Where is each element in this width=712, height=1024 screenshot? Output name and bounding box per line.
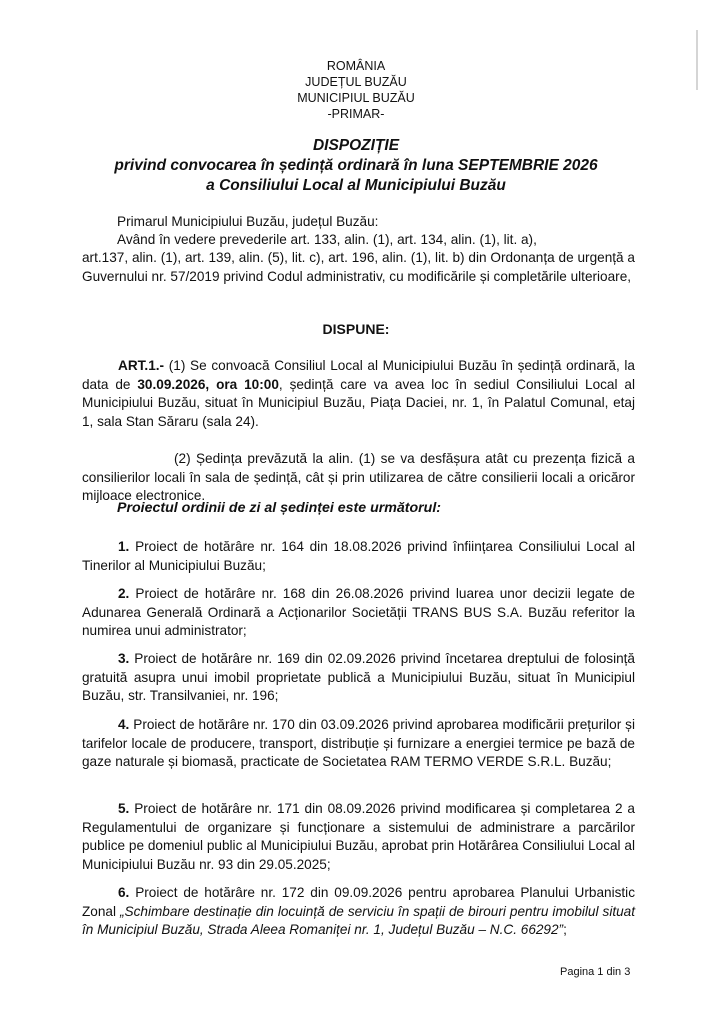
- agenda-item-number: 4.: [118, 717, 130, 732]
- agenda-item-tail: ;: [563, 922, 567, 937]
- dispune-heading: DISPUNE:: [322, 321, 390, 337]
- agenda-item-italic-title: „Schimbare destinație din locuință de serviciu în spații de birouri pentru imobilul situat în Municipiul Buzău, Strada Aleea Romaniței nr. 1, Județul Buzău – N.C. 66292”: [82, 903, 636, 937]
- intro-paragraph-2-start: Având în vedere prevederile art. 133, alin. (1), art. 134, alin. (1), lit. a),: [117, 232, 537, 247]
- agenda-item-number: 6.: [118, 885, 130, 900]
- agenda-item: [82, 716, 635, 772]
- intro-paragraph-1: Primarul Municipiului Buzău, județul Buzău:: [117, 214, 379, 229]
- agenda-item-text: Proiect de hotărâre nr. 164 din 18.08.2026 privind înființarea Consiliului Local al Tinerilor al Municipiului Buzău;: [82, 539, 635, 573]
- page-number: Pagina 1 din 3: [560, 966, 631, 978]
- agenda-item: [82, 538, 635, 575]
- article-1-paragraph-1: [82, 357, 635, 431]
- agenda-item-number: 3.: [118, 651, 130, 666]
- title-line-3: a Consiliului Local al Municipiului Buzău: [206, 177, 506, 194]
- header-county: JUDEȚUL BUZĂU: [305, 75, 407, 89]
- article-1-text-a: (1) Se convoacă Consiliul Local al Municipiului Buzău în ședință ordinară, la data de: [82, 358, 635, 392]
- document-title: [0, 136, 712, 196]
- agenda-item-number: 5.: [118, 801, 130, 816]
- agenda-item: [82, 884, 635, 940]
- agenda-item-text: Proiect de hotărâre nr. 172 din 09.09.2026 pentru aprobarea Planului Urbanistic Zonal: [82, 885, 635, 919]
- session-date-time: 30.09.2026, ora 10:00: [137, 376, 279, 392]
- agenda-heading: Proiectul ordinii de zi al ședinței este următorul:: [117, 500, 442, 516]
- document-header: [0, 58, 712, 122]
- title-line-2: privind convocarea în ședință ordinară în luna SEPTEMBRIE 2026: [114, 157, 598, 174]
- article-1-label: ART.1.-: [118, 358, 165, 373]
- article-1-paragraph-2: (2) Ședința prevăzută la alin. (1) se va desfășura atât cu prezența fizică a consilierilor locali în sala de ședință, cât și prin utilizarea de către consilierii locali a oricăror mijloace electronice.: [82, 451, 635, 503]
- header-office: -PRIMAR-: [327, 107, 385, 121]
- agenda-item-text: Proiect de hotărâre nr. 169 din 02.09.2026 privind încetarea dreptului de folosință gratuită asupra unui imobil proprietate publică a Municipiului Buzău, situat în Municipiul Buzău, str. Transilvaniei, nr. 196;: [82, 651, 635, 703]
- agenda-item: [82, 650, 635, 706]
- intro-paragraph-2-rest: art.137, alin. (1), art. 139, alin. (5), lit. c), art. 196, alin. (1), lit. b) din Ordonanța de urgență a Guvernului nr. 57/2019 privind Codul administrativ, cu modificările și completările ulterioare,: [82, 250, 635, 284]
- article-1-text-b: , ședință care va avea loc în sediul Consiliului Local al Municipiului Buzău, situat în Municipiul Buzău, Piața Daciei, nr. 1, în Palatul Comunal, etaj 1, sala Stan Săraru (sala 24).: [82, 376, 635, 429]
- agenda-item: [82, 800, 635, 874]
- title-line-1: DISPOZIȚIE: [312, 137, 400, 154]
- header-country: ROMÂNIA: [326, 59, 386, 73]
- header-municipality: MUNICIPIUL BUZĂU: [297, 91, 415, 105]
- agenda-item-text: Proiect de hotărâre nr. 168 din 26.08.2026 privind luarea unor decizii legate de Adunarea Generală Ordinară a Acționarilor Societății TRANS BUS S.A. Buzău referitor la numirea unui administrator;: [82, 586, 635, 638]
- agenda-item-text: Proiect de hotărâre nr. 171 din 08.09.2026 privind modificarea și completarea 2 a Regulamentului de organizare și funcționare a sistemului de administrare a parcărilor publice pe domeniul public al Municipiului Buzău, aprobat prin Hotărârea Consiliului Local al Municipiului Buzău nr. 93 din 29.05.2025;: [82, 801, 635, 872]
- agenda-item: [82, 585, 635, 641]
- agenda-item-number: 2.: [118, 586, 130, 601]
- agenda-item-number: 1.: [118, 539, 130, 554]
- agenda-item-text: Proiect de hotărâre nr. 170 din 03.09.2026 privind aprobarea modificării prețurilor și tarifelor locale de producere, transport, distribuție și furnizare a energiei termice pe bază de gaze naturale și biomasă, practicate de Societatea RAM TERMO VERDE S.R.L. Buzău;: [82, 717, 635, 769]
